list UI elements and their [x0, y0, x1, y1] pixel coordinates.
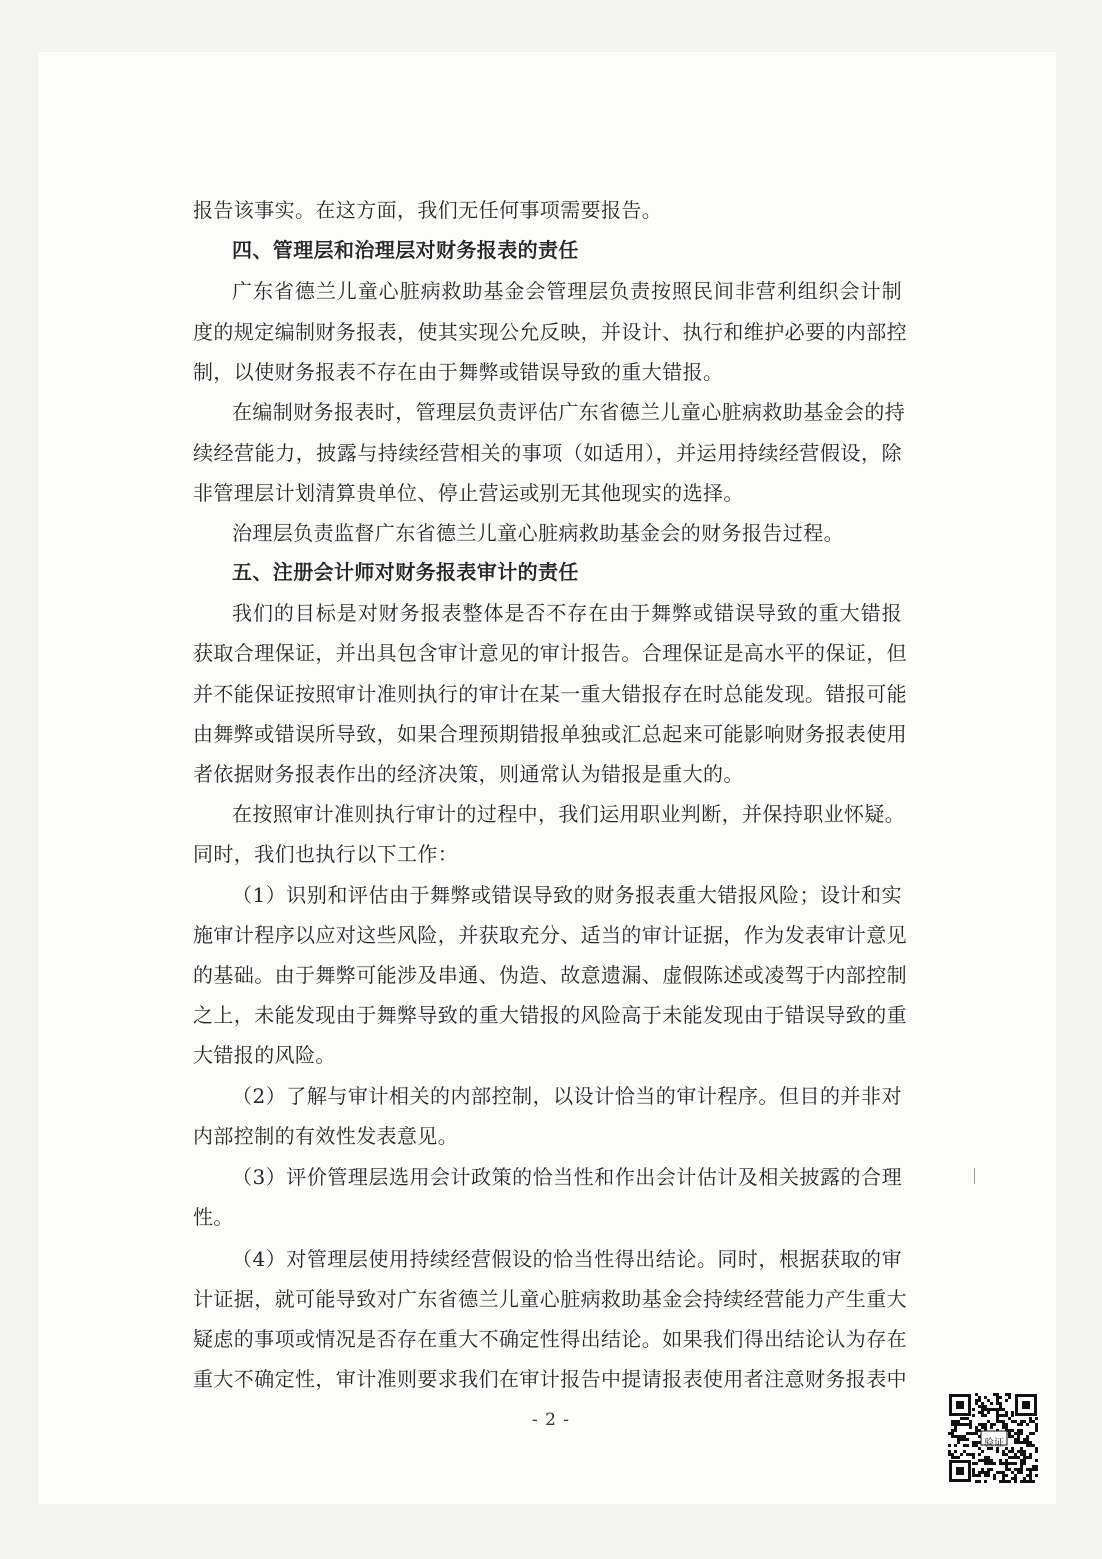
scan-mark	[974, 1168, 975, 1184]
body-line: （4）对管理层使用持续经营假设的恰当性得出结论。同时，根据获取的审	[232, 1247, 902, 1271]
body-line: 计证据，就可能导致对广东省德兰儿童心脏病救助基金会持续经营能力产生重大	[193, 1287, 907, 1311]
body-line: 在按照审计准则执行审计的过程中，我们运用职业判断，并保持职业怀疑。	[232, 802, 906, 826]
body-line: 疑虑的事项或情况是否存在重大不确定性得出结论。如果我们得出结论认为存在	[193, 1327, 907, 1351]
body-line: 大错报的风险。	[193, 1043, 336, 1067]
body-line: 施审计程序以应对这些风险，并获取充分、适当的审计证据，作为发表审计意见	[193, 923, 907, 947]
body-line: 我们的目标是对财务报表整体是否不存在由于舞弊或错误导致的重大错报	[232, 601, 902, 625]
body-line: 广东省德兰儿童心脏病救助基金会管理层负责按照民间非营利组织会计制	[232, 279, 902, 303]
body-line: 续经营能力，披露与持续经营相关的事项（如适用），并运用持续经营假设，除	[193, 441, 902, 465]
section-heading: 五、注册会计师对财务报表审计的责任	[232, 560, 579, 584]
body-line: 在编制财务报表时，管理层负责评估广东省德兰儿童心脏病救助基金会的持	[232, 400, 906, 424]
body-line: （2）了解与审计相关的内部控制，以设计恰当的审计程序。但目的并非对	[232, 1084, 902, 1108]
body-line: （1）识别和评估由于舞弊或错误导致的财务报表重大错报风险；设计和实	[232, 883, 902, 907]
section-heading: 四、管理层和治理层对财务报表的责任	[232, 238, 579, 262]
body-line: 内部控制的有效性发表意见。	[193, 1124, 459, 1148]
body-line: 性。	[193, 1205, 234, 1229]
qr-caption: 验证	[984, 1438, 1004, 1449]
body-line: 之上，未能发现由于舞弊导致的重大错报的风险高于未能发现由于错误导致的重	[193, 1003, 907, 1027]
body-line: 的基础。由于舞弊可能涉及串通、伪造、故意遗漏、虚假陈述或凌驾于内部控制	[193, 963, 907, 987]
body-line: 重大不确定性，审计准则要求我们在审计报告中提请报表使用者注意财务报表中	[193, 1367, 907, 1391]
body-line: 由舞弊或错误所导致，如果合理预期错报单独或汇总起来可能影响财务报表使用	[193, 722, 907, 746]
body-line: 获取合理保证，并出具包含审计意见的审计报告。合理保证是高水平的保证，但	[193, 641, 907, 665]
body-line: 者依据财务报表作出的经济决策，则通常认为错报是重大的。	[193, 762, 744, 786]
body-line: 并不能保证按照审计准则执行的审计在某一重大错报存在时总能发现。错报可能	[193, 682, 907, 706]
body-line: 非管理层计划清算贵单位、停止营运或别无其他现实的选择。	[193, 481, 744, 505]
body-line: 治理层负责监督广东省德兰儿童心脏病救助基金会的财务报告过程。	[232, 521, 844, 545]
body-line: 同时，我们也执行以下工作：	[193, 842, 459, 866]
body-line: 度的规定编制财务报表，使其实现公允反映，并设计、执行和维护必要的内部控	[193, 320, 907, 344]
page-number: - 2 -	[531, 1410, 571, 1430]
body-line: 制，以使财务报表不存在由于舞弊或错误导致的重大错报。	[193, 360, 724, 384]
body-line: （3）评价管理层选用会计政策的恰当性和作出会计估计及相关披露的合理	[232, 1165, 902, 1189]
body-line: 报告该事实。在这方面，我们无任何事项需要报告。	[193, 198, 663, 222]
